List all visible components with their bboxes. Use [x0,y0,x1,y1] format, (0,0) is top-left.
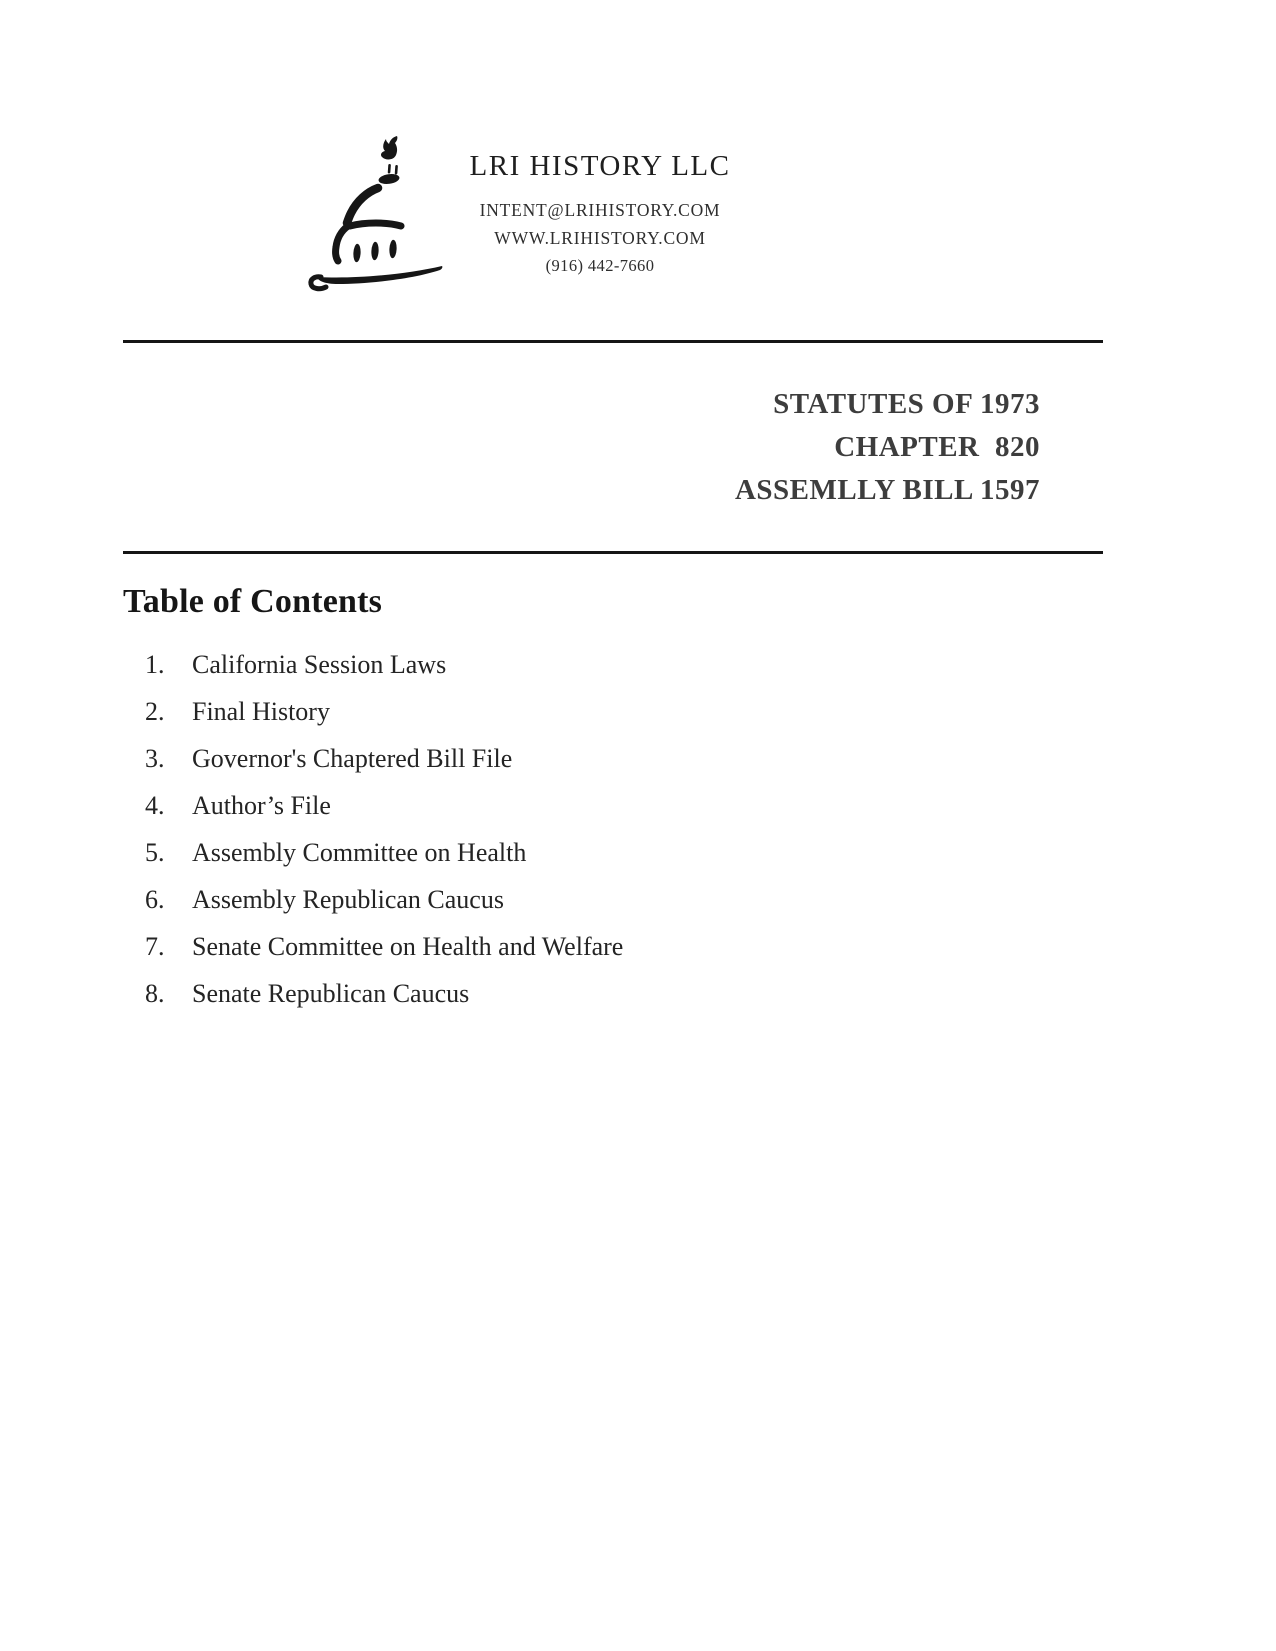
toc-item-label: Assembly Committee on Health [192,838,527,867]
toc-item-number: 7. [145,932,165,961]
toc-item [145,838,623,885]
toc-item-label: California Session Laws [192,650,447,679]
toc-item [145,697,623,744]
toc-item-label: Assembly Republican Caucus [192,885,504,914]
toc-item [145,932,623,979]
assembly-bill-line: ASSEMLLY BILL 1597 [734,474,1040,506]
toc-item-label: Final History [192,697,330,726]
company-phone: (916) 442-7660 [545,256,655,275]
horizontal-rule-top [123,340,1103,343]
toc-item-number: 8. [145,979,165,1008]
toc-item [145,744,623,791]
toc-item [145,885,623,932]
toc-item [145,791,623,838]
toc-item-label: Governor's Chaptered Bill File [192,744,513,773]
statute-title-block [400,383,1040,512]
company-website: WWW.LRIHISTORY.COM [494,228,706,248]
company-email: INTENT@LRIHISTORY.COM [479,200,721,220]
toc-heading: Table of Contents [123,583,383,620]
toc-item [145,979,623,1026]
toc-item-label: Senate Committee on Health and Welfare [192,932,624,961]
toc-item [145,650,623,697]
toc-item-number: 3. [145,744,165,773]
company-name: LRI HISTORY LLC [469,150,731,182]
toc-item-number: 6. [145,885,165,914]
toc-item-label: Author’s File [192,791,331,820]
letterhead [430,150,770,280]
chapter-line: CHAPTER 820 [834,431,1040,463]
toc-item-label: Senate Republican Caucus [192,979,470,1008]
toc-item-number: 2. [145,697,165,726]
toc-item-number: 5. [145,838,165,867]
horizontal-rule-bottom [123,551,1103,554]
toc-item-number: 1. [145,650,165,679]
statutes-year-line: STATUTES OF 1973 [773,388,1040,420]
toc-item-number: 4. [145,791,165,820]
toc-list [145,650,623,1026]
